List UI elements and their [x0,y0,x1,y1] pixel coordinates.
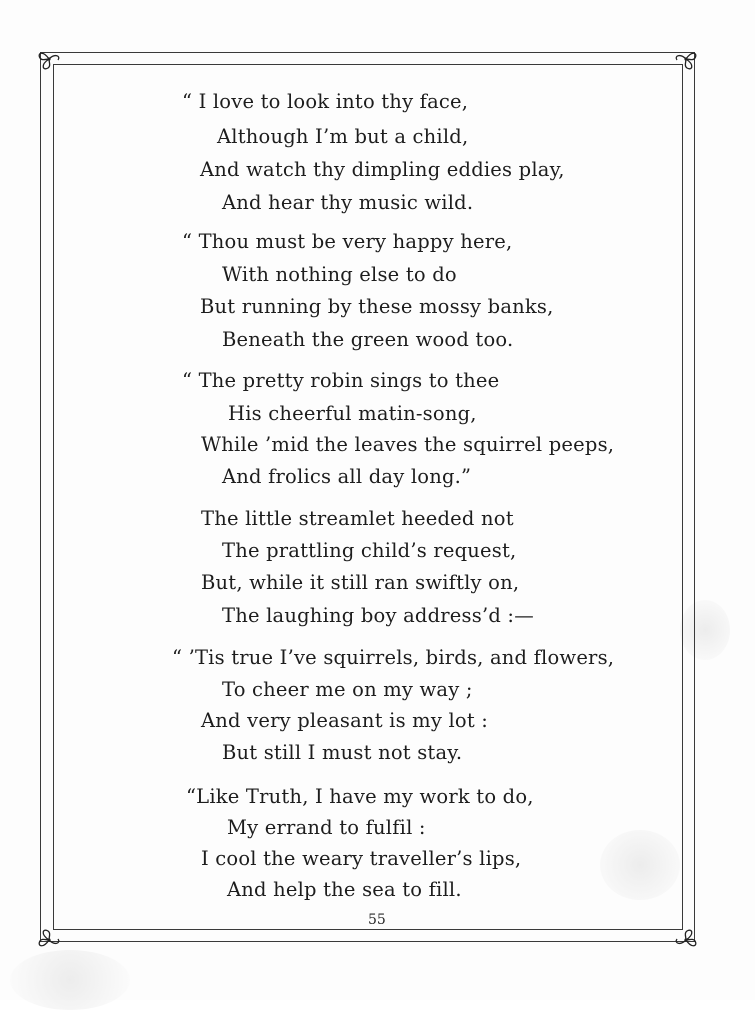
poem-line: With nothing else to do [222,263,457,286]
poem-line: “ I love to look into thy face, [182,90,469,113]
page-number: 55 [368,912,386,928]
poem-line: And hear thy music wild. [222,191,474,214]
poem-line: “ ’Tis true I’ve squirrels, birds, and flowers, [172,646,615,669]
corner-ornament-icon [671,925,701,955]
poem-line: The laughing boy address’d :— [222,604,534,627]
poem-line: And help the sea to fill. [227,878,462,901]
poem-line: And very pleasant is my lot : [201,709,489,732]
poem-line: But, while it still ran swiftly on, [201,571,520,594]
poem-line: To cheer me on my way ; [222,678,473,701]
poem-line: “ The pretty robin sings to thee [182,369,500,392]
poem-line: I cool the weary traveller’s lips, [201,847,522,870]
poem-line: But running by these mossy banks, [200,295,554,318]
poem-line: “Like Truth, I have my work to do, [186,785,534,808]
poem-line: Although I’m but a child, [217,125,469,148]
poem-line: Beneath the green wood too. [222,328,514,351]
poem-line: And frolics all day long.” [222,465,472,488]
poem-line: And watch thy dimpling eddies play, [200,158,565,181]
paper-stain [10,950,130,1010]
poem-line: “ Thou must be very happy here, [182,230,513,253]
poem-line: But still I must not stay. [222,741,463,764]
poem-line: His cheerful matin-song, [228,402,477,425]
corner-ornament-icon [34,44,64,74]
poem-line: While ’mid the leaves the squirrel peeps, [201,433,615,456]
poem-line: The prattling child’s request, [222,539,517,562]
poem-line: My errand to fulfil : [227,816,426,839]
corner-ornament-icon [34,925,64,955]
corner-ornament-icon [671,44,701,74]
poem-line: The little streamlet heeded not [201,507,514,530]
